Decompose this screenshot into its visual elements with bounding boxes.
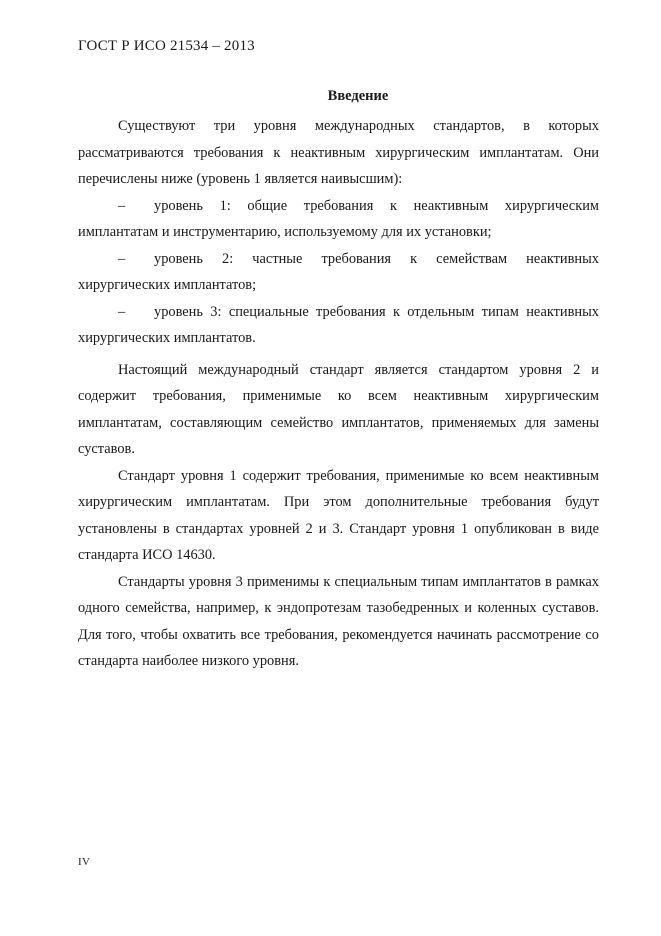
level-1-text: уровень 1: общие требования к неактивным хирургическим имплантатам и инструментарию, используемому для их установки; bbox=[78, 197, 599, 240]
list-item bbox=[78, 193, 599, 246]
intro-paragraph: Существуют три уровня международных стандартов, в которых рассматриваются требования к неактивным хирургическим имплантатам. Они перечислены ниже (уровень 1 является наивысшим): bbox=[78, 118, 599, 187]
section-title: Введение bbox=[327, 88, 389, 104]
document-body bbox=[78, 113, 599, 675]
document-header: ГОСТ Р ИСО 21534 – 2013 bbox=[78, 38, 255, 54]
level-2-text: уровень 2: частные требования к семействам неактивных хирургических имплантатов; bbox=[78, 250, 599, 293]
page-number: IV bbox=[78, 856, 91, 868]
list-dash: – bbox=[118, 250, 126, 267]
list-dash: – bbox=[118, 197, 126, 214]
list-dash: – bbox=[118, 303, 126, 320]
level-3-text: уровень 3: специальные требования к отдельным типам неактивных хирургических имплантатов. bbox=[78, 303, 599, 346]
paragraph-level-3: Стандарты уровня 3 применимы к специальным типам имплантатов в рамках одного семейства, например, к эндопротезам тазобедренных и коленных суставов. Для того, чтобы охватить все требования, рекомендуется начинать рассмотрение со стандарта наиболее низкого уровня. bbox=[78, 573, 599, 669]
paragraph-level-1: Стандарт уровня 1 содержит требования, применимые ко всем неактивным хирургическим имплантатам. При этом дополнительные требования будут установлены в стандартах уровней 2 и 3. Стандарт уровня 1 опубликован в виде стандарта ИСО 14630. bbox=[78, 467, 599, 563]
list-item bbox=[78, 246, 599, 299]
paragraph-level-2: Настоящий международный стандарт является стандартом уровня 2 и содержит требования, применимые ко всем неактивным хирургическим имплантатам, составляющим семейство имплантатов, применяемых для замены суставов. bbox=[78, 361, 599, 457]
list-item bbox=[78, 299, 599, 352]
